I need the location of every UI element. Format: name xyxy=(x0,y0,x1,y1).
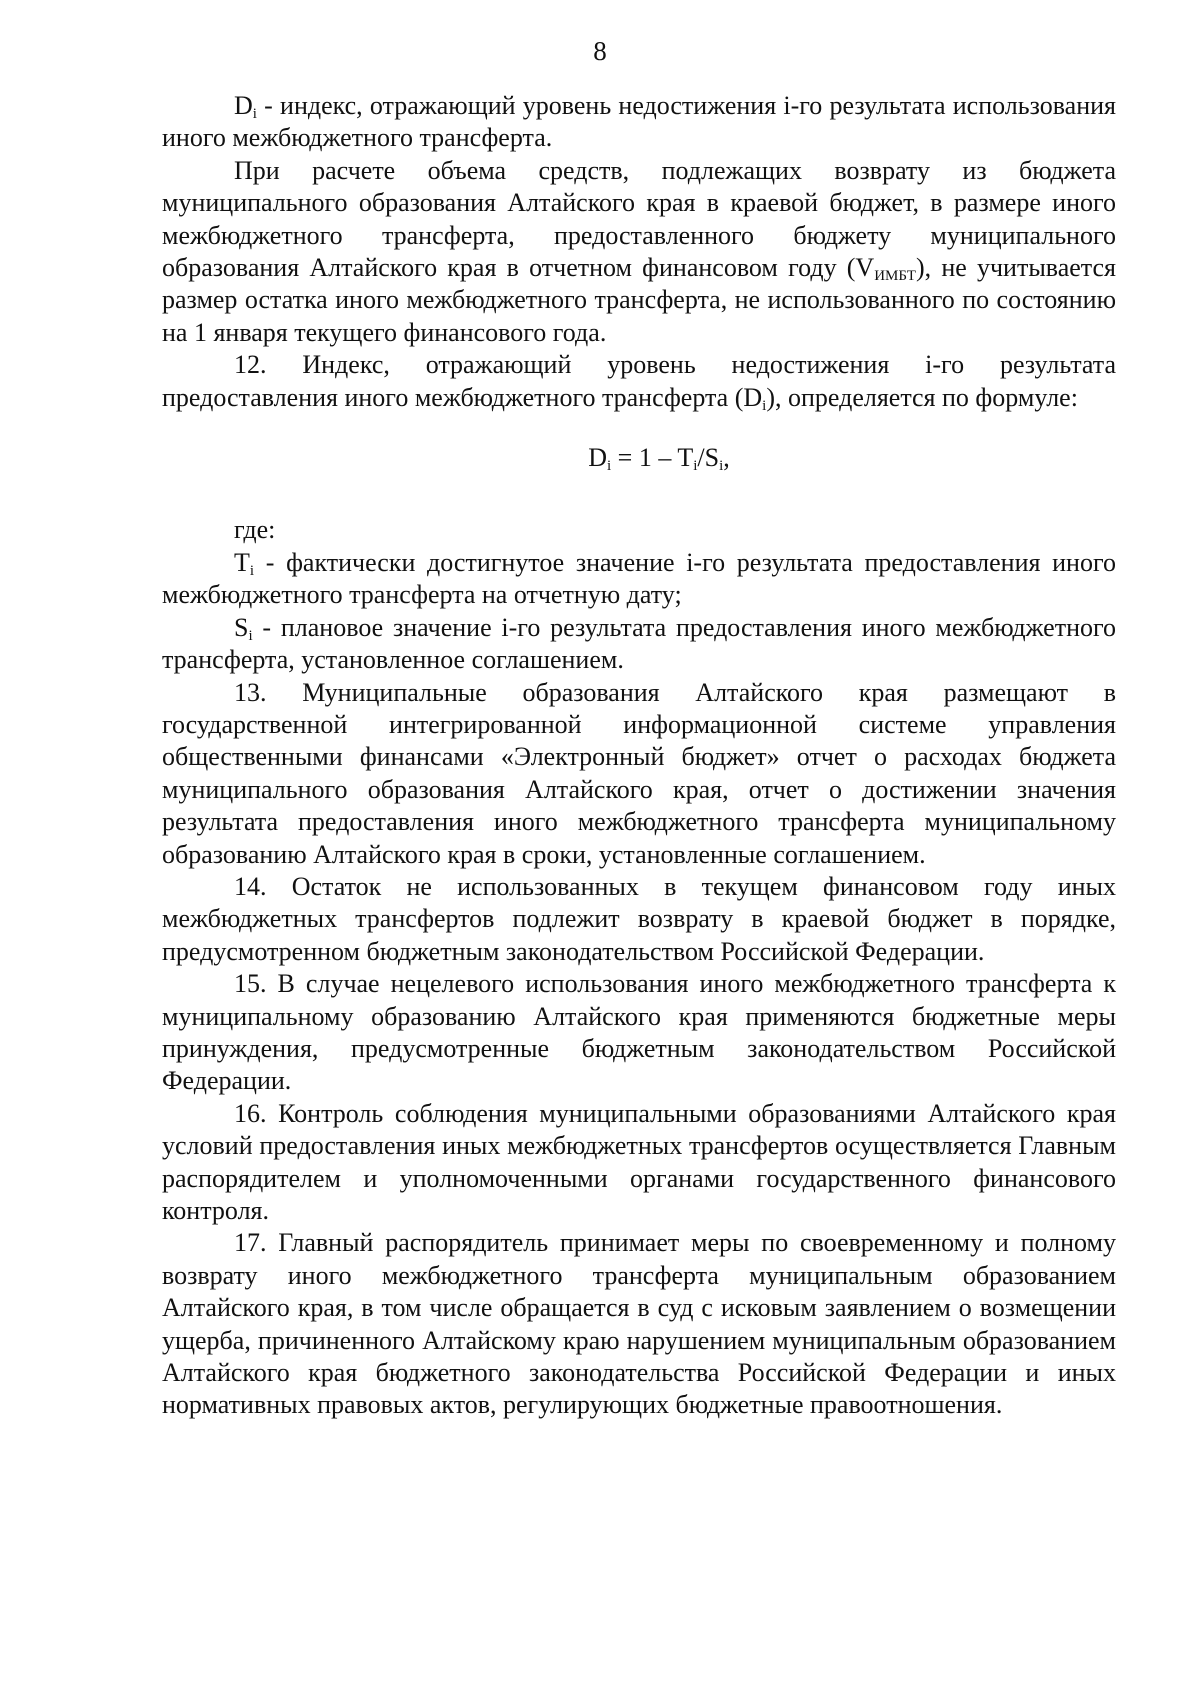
paragraph-13: 13. Муниципальные образования Алтайского края размещают в государственной интегрированной информационной системе управления общественными финансами «Электронный бюджет» отчет о расходах бюджета муниципального образования Алтайского края, отчет о достижении значения результата предоставления иного межбюджетного трансферта муниципальному образованию Алтайского края в сроки, установленные соглашением. xyxy=(162,677,1116,869)
symbol-t: T xyxy=(234,547,250,577)
formula-d: D xyxy=(588,443,607,473)
subscript-imbt: ИМБТ xyxy=(874,268,916,285)
document-body xyxy=(162,90,1116,1422)
paragraph-17: 17. Главный распорядитель принимает меры по своевременному и полному возврату иного межбюджетного трансферта муниципальным образованием Алтайского края, в том числе обращается в суд с исковым заявлением о возмещении ущерба, причиненного Алтайскому краю нарушением муниципальным образованием Алтайского края бюджетного законодательства Российской Федерации и иных нормативных правовых актов, регулирующих бюджетные правоотношения. xyxy=(162,1228,1116,1420)
formula-mid: = 1 – T xyxy=(611,443,694,473)
paragraph-text: ), не учитывается размер остатка иного межбюджетного трансферта, не использованного по состоянию на 1 января текущего финансового года. xyxy=(162,253,1116,347)
formula xyxy=(162,442,1116,474)
formula-slash: /S xyxy=(697,443,720,473)
paragraph-calculation xyxy=(162,155,1116,349)
paragraph-14: 14. Остаток не использованных в текущем финансовом году иных межбюджетных трансфертов подлежит возврату в краевой бюджет в порядке, предусмотренном бюджетным законодательством Российской Федерации. xyxy=(162,871,1116,966)
formula-s-subscript: i xyxy=(719,458,724,475)
paragraph-16: 16. Контроль соблюдения муниципальными образованиями Алтайского края условий предоставления иных межбюджетных трансфертов осуществляется Главным распорядителем и уполномоченными органами государственного финансового контроля. xyxy=(162,1098,1116,1225)
paragraph-text: 12. Индекс, отражающий уровень недостижения i-го результата предоставления иного межбюджетного трансферта (D xyxy=(162,350,1116,412)
formula-end: , xyxy=(723,443,730,473)
paragraph-di-definition xyxy=(162,90,1116,155)
subscript-i: i xyxy=(249,562,255,579)
paragraph-text: - индекс, отражающий уровень недостижения i-го результата использования иного межбюджетного трансферта. xyxy=(162,91,1116,153)
subscript-i: i xyxy=(762,397,767,414)
paragraph-text: - плановое значение i-го результата предоставления иного межбюджетного трансферта, установленное соглашением. xyxy=(162,612,1116,675)
paragraph-where: где: xyxy=(234,515,276,545)
formula-t-subscript: i xyxy=(693,458,698,475)
page-number: 8 xyxy=(593,36,607,66)
subscript-i: i xyxy=(248,627,253,644)
paragraph-text: ), определяется по формуле: xyxy=(766,382,1078,412)
paragraph-15: 15. В случае нецелевого использования иного межбюджетного трансферта к муниципальному образованию Алтайского края применяются бюджетные меры принуждения, предусмотренные бюджетным законодательством Российской Федерации. xyxy=(162,969,1116,1096)
paragraph-text: - фактически достигнутое значение i-го результата предоставления иного межбюджетного трансферта на отчетную дату; xyxy=(162,547,1116,610)
symbol-s: S xyxy=(234,612,249,642)
paragraph-12 xyxy=(162,349,1116,414)
subscript-i: i xyxy=(252,106,257,122)
paragraph-si-definition xyxy=(162,612,1116,677)
symbol-d: D xyxy=(234,91,253,120)
paragraph-ti-definition xyxy=(162,547,1116,612)
paragraph-text: При расчете объема средств, подлежащих возврату из бюджета муниципального образования Алтайского края в краевой бюджет, в размере иного межбюджетного трансферта, предоставленного бюджету муниципального образования Алтайского края в отчетном финансовом году (V xyxy=(162,155,1116,283)
formula-d-subscript: i xyxy=(607,458,612,475)
